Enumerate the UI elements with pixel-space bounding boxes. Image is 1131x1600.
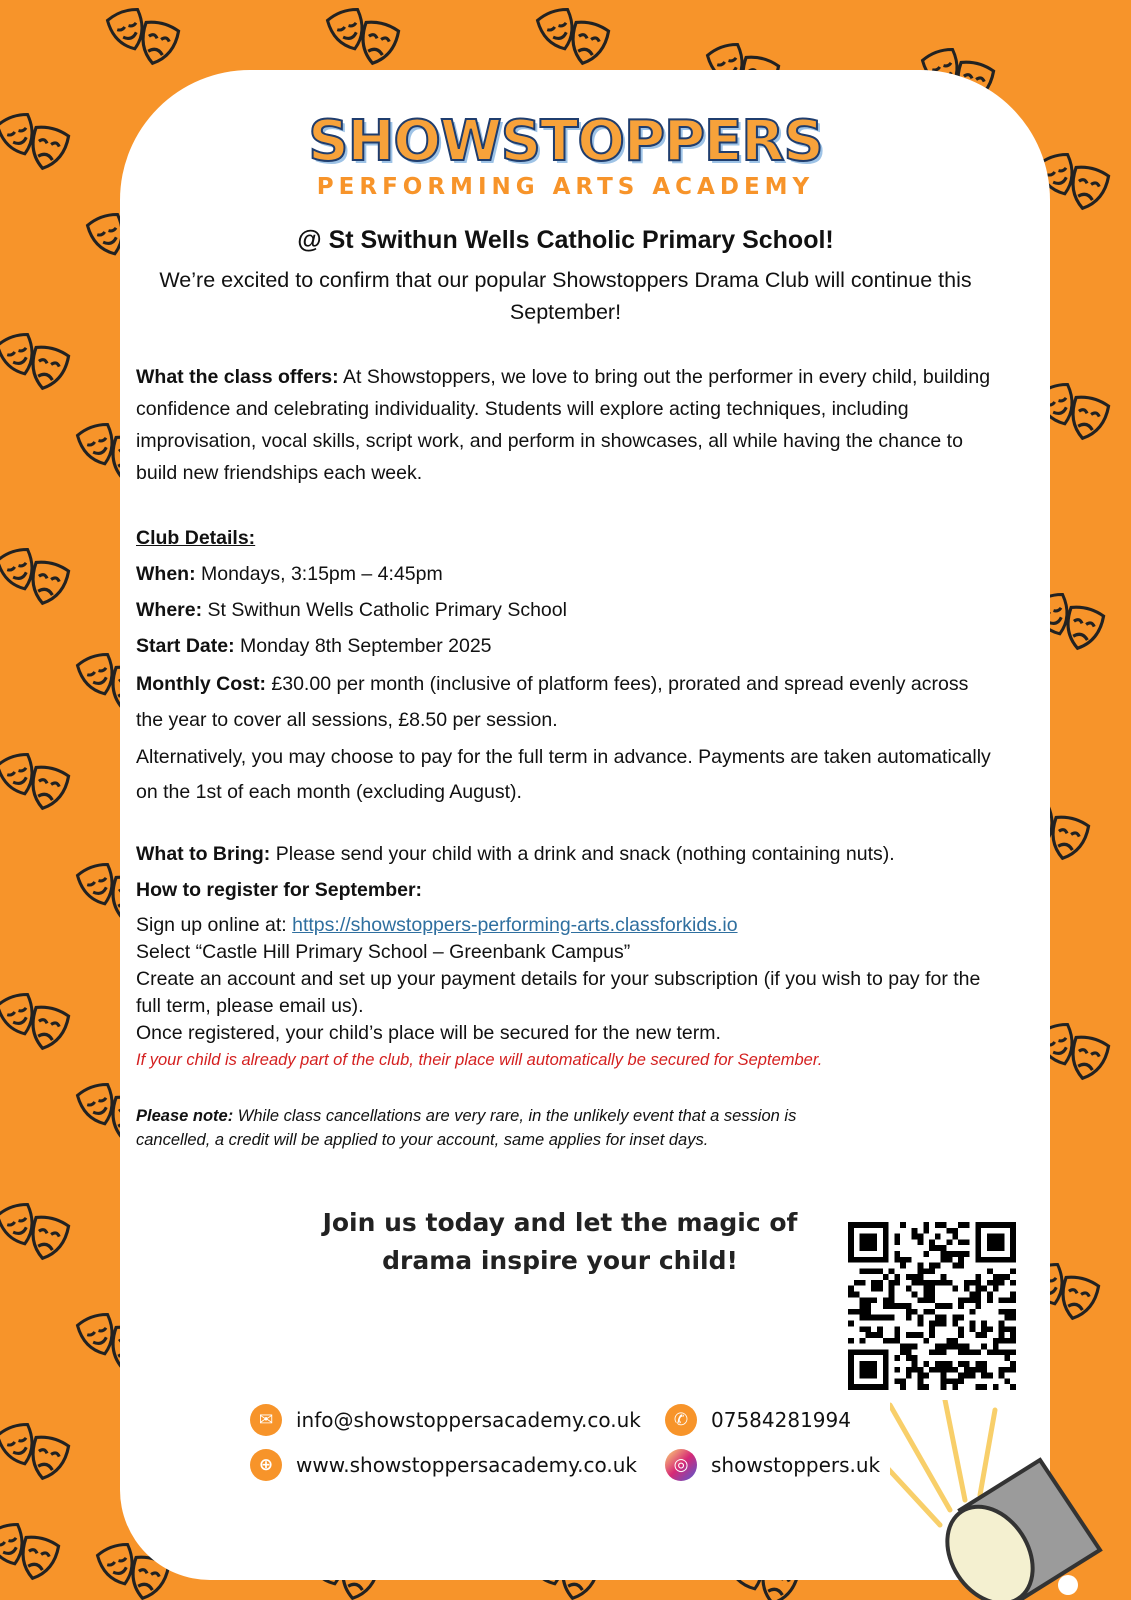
contact-phone[interactable] (665, 1404, 851, 1436)
contact-website[interactable] (250, 1449, 637, 1481)
logo-title: SHOWSTOPPERS (308, 109, 823, 174)
secured-line: Once registered, your child’s place will be secured for the new term. (136, 1022, 721, 1044)
offers-label: What the class offers: (136, 366, 339, 388)
register-steps (136, 912, 996, 1074)
class-offers-paragraph (136, 361, 996, 489)
detail-start-date (136, 630, 996, 662)
intro-text (0, 264, 1131, 328)
signup-line (136, 912, 996, 939)
when-label: When: (136, 563, 196, 585)
existing-members-note: If your child is already part of the club, their place will automatically be secured for September. (136, 1051, 823, 1069)
intro-text-body: We’re excited to confirm that our popular Showstoppers Drama Club will continue this September! (159, 268, 972, 324)
signup-prefix: Sign up online at: (136, 914, 293, 936)
club-details-heading (136, 522, 996, 554)
website-text: www.showstoppersacademy.co.uk (296, 1453, 637, 1477)
logo-tagline: PERFORMING ARTS ACADEMY (316, 174, 815, 200)
phone-icon: ✆ (665, 1404, 697, 1436)
register-title: How to register for September: (136, 879, 423, 901)
email-text: info@showstoppersacademy.co.uk (296, 1408, 641, 1432)
note-text: While class cancellations are very rare, in the unlikely event that a session is cancelled, a credit will be applied to your account, same applies for inset days. (136, 1107, 797, 1149)
globe-icon: ⊕ (250, 1449, 282, 1481)
select-school-line: Select “Castle Hill Primary School – Greenbank Campus” (136, 941, 631, 963)
register-heading (136, 874, 996, 906)
cost-label: Monthly Cost: (136, 673, 266, 695)
contact-instagram[interactable] (665, 1449, 880, 1481)
offers-text: At Showstoppers, we love to bring out the performer in every child, building confidence and celebrating individuality. Students will explore acting techniques, including improvisation, vocal skills, script work, and perform in showcases, all while having the chance to build new friendships each week. (136, 366, 991, 484)
where-label: Where: (136, 599, 203, 621)
detail-monthly-cost (136, 666, 996, 738)
call-to-action (300, 1204, 820, 1280)
instagram-text: showstoppers.uk (711, 1453, 881, 1477)
cta-line-2: drama inspire your child! (382, 1246, 738, 1275)
bring-text: Please send your child with a drink and snack (nothing containing nuts). (270, 843, 895, 865)
what-to-bring (136, 838, 1016, 870)
bring-label: What to Bring: (136, 843, 271, 865)
academy-logo (0, 109, 1131, 200)
contact-email[interactable] (250, 1404, 641, 1436)
qr-code[interactable] (848, 1222, 1016, 1390)
detail-alternative-payment: Alternatively, you may choose to pay for the full term in advance. Payments are taken automatically on the 1st of each month (excluding August). (136, 746, 991, 803)
detail-where (136, 594, 996, 626)
instagram-icon: ◎ (665, 1449, 697, 1481)
create-account-line: Create an account and set up your payment details for your subscription (if you wish to pay for the full term, please email us). (136, 968, 981, 1017)
envelope-icon: ✉ (250, 1404, 282, 1436)
cost-value: £30.00 per month (inclusive of platform fees), prorated and spread evenly across the year to cover all sessions, £8.50 per session. (136, 673, 969, 731)
cancellation-note (136, 1104, 826, 1152)
phone-text: 07584281994 (711, 1408, 851, 1432)
note-label: Please note: (136, 1107, 234, 1125)
school-heading: @ St Swithun Wells Catholic Primary School! (297, 226, 834, 254)
where-value: St Swithun Wells Catholic Primary School (202, 599, 567, 621)
start-value: Monday 8th September 2025 (234, 635, 492, 657)
signup-link[interactable]: https://showstoppers-performing-arts.classforkids.io (292, 914, 738, 936)
spotlight-illustration (890, 1400, 1110, 1600)
when-value: Mondays, 3:15pm – 4:45pm (195, 563, 443, 585)
club-details-title: Club Details: (136, 527, 256, 549)
detail-when (136, 558, 996, 590)
start-label: Start Date: (136, 635, 235, 657)
cta-line-1: Join us today and let the magic of (322, 1208, 798, 1237)
